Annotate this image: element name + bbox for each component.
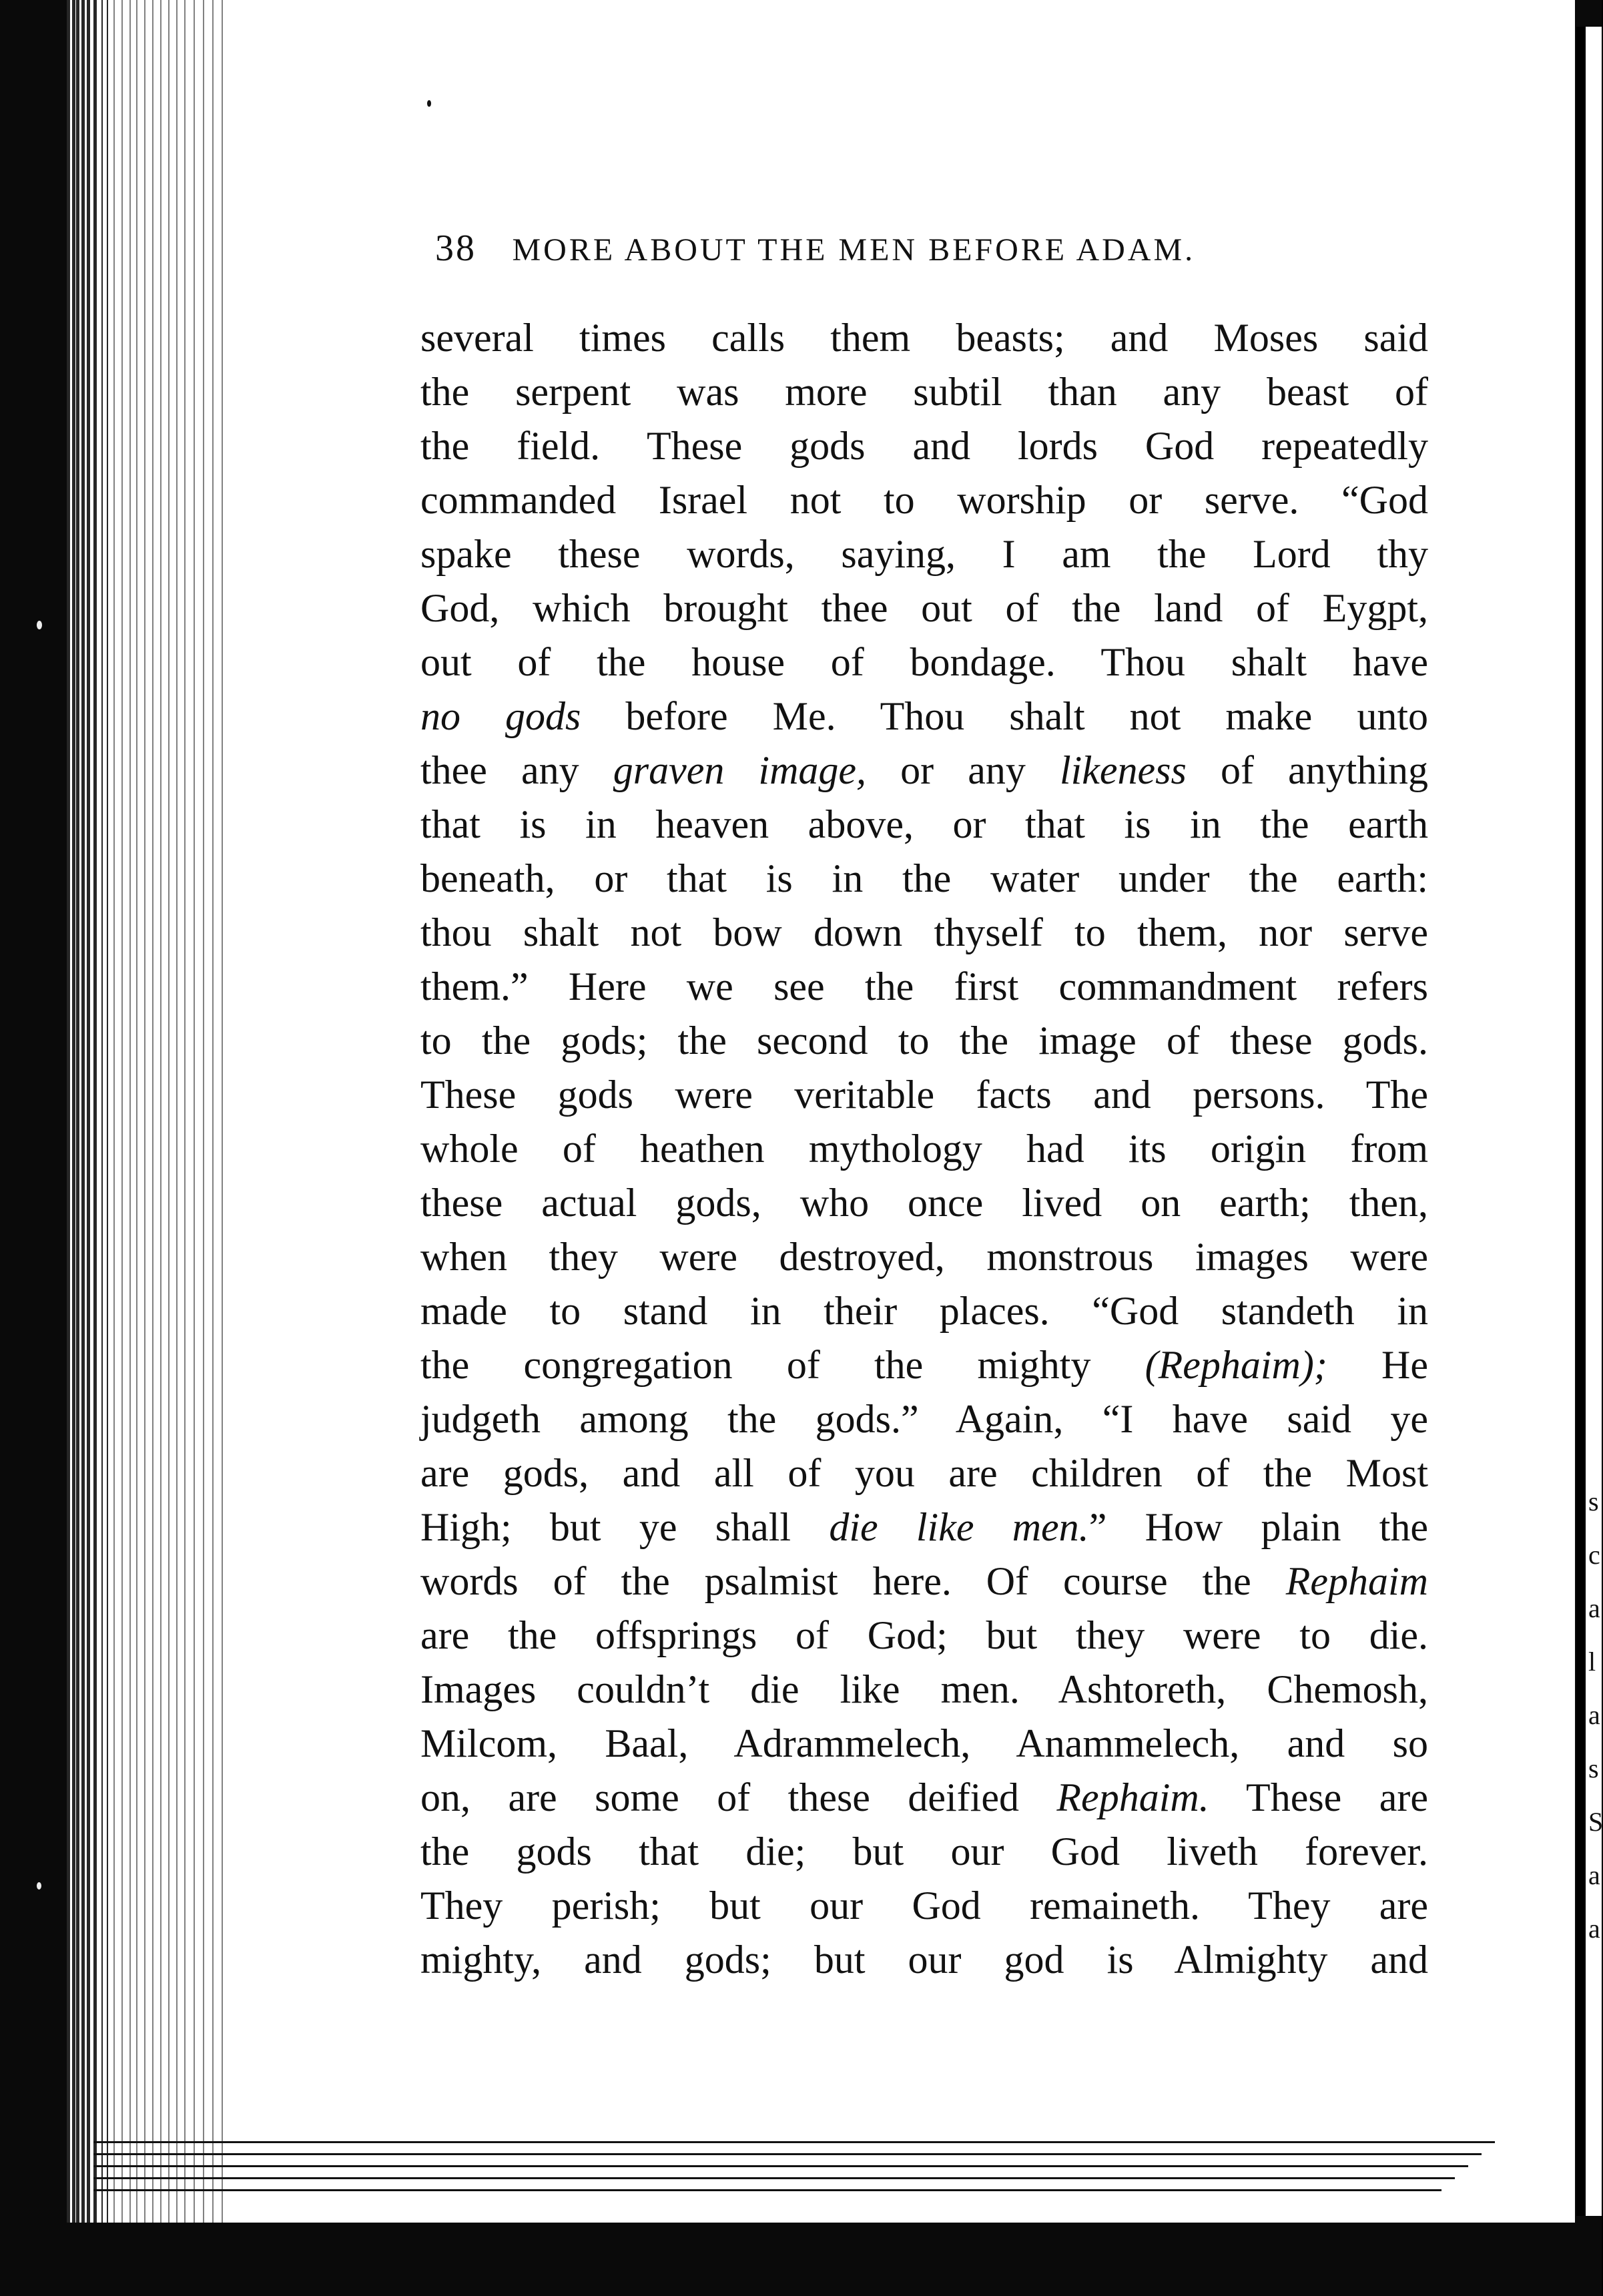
page-edge-line xyxy=(176,0,178,2223)
page-edge-line xyxy=(107,0,108,2223)
page-edge-line xyxy=(152,0,153,2223)
page-number: 38 xyxy=(435,228,476,269)
page-edge-line xyxy=(121,0,123,2223)
page-edge-line xyxy=(101,0,103,2223)
text-line xyxy=(420,1284,1428,1338)
page-edge-line xyxy=(72,0,75,2223)
text-line xyxy=(420,1609,1428,1663)
text-line xyxy=(420,1122,1428,1176)
text-segment: when they were destroyed, monstrous images were xyxy=(420,1235,1428,1279)
text-segment: them.” Here we see the first commandment refers xyxy=(420,964,1428,1009)
next-page-fragment: a xyxy=(1588,1593,1600,1623)
text-line xyxy=(420,1176,1428,1230)
page-edge-line xyxy=(81,0,85,2223)
page-edge-line xyxy=(136,0,137,2223)
text-segment: commanded Israel not to worship or serve. “God xyxy=(420,478,1428,522)
page-edge-line xyxy=(168,0,170,2223)
text-line xyxy=(420,1663,1428,1717)
text-line xyxy=(420,527,1428,581)
page-edge-line xyxy=(194,0,195,2223)
text-segment: are the offsprings of God; but they were to die. xyxy=(420,1613,1428,1657)
text-segment: the serpent was more subtil than any beast of xyxy=(420,370,1428,414)
text-segment: They perish; but our God remaineth. They are xyxy=(420,1884,1428,1928)
italic-text: (Rephaim); xyxy=(1145,1343,1327,1387)
next-page-fragment: s xyxy=(1588,1753,1599,1783)
page-edge-bottom xyxy=(93,2177,1455,2179)
text-line xyxy=(420,1230,1428,1284)
text-line xyxy=(420,744,1428,798)
text-segment: of anything xyxy=(1186,748,1428,792)
text-segment: made to stand in their places. “God standeth in xyxy=(420,1289,1428,1333)
gutter-shadow xyxy=(1576,27,1586,2216)
next-page-fragment: S xyxy=(1588,1807,1603,1837)
text-line xyxy=(420,906,1428,960)
text-line xyxy=(420,1717,1428,1771)
text-segment: that is in heaven above, or that is in the earth xyxy=(420,802,1428,846)
page-edge-line xyxy=(93,0,97,2223)
text-line xyxy=(420,960,1428,1014)
page-edge-bottom xyxy=(93,2165,1468,2167)
next-page-fragment: a xyxy=(1588,1860,1600,1890)
text-segment: These are xyxy=(1209,1775,1428,1819)
text-segment: ” How plain the xyxy=(1088,1505,1429,1549)
text-line xyxy=(420,1933,1428,1987)
text-segment: the field. These gods and lords God repeatedly xyxy=(420,424,1428,468)
italic-text: Rephaim xyxy=(1285,1559,1428,1603)
text-segment: Images couldn’t die like men. Ashtoreth, Chemosh, xyxy=(420,1667,1428,1711)
text-segment: the gods that die; but our God liveth forever. xyxy=(420,1829,1428,1874)
italic-text: no gods xyxy=(420,694,581,738)
text-segment: thee any xyxy=(420,748,613,792)
scan-speck xyxy=(37,621,42,629)
text-line xyxy=(420,1446,1428,1500)
text-line xyxy=(420,635,1428,689)
text-line xyxy=(420,1014,1428,1068)
italic-text: die like men. xyxy=(829,1505,1089,1549)
italic-text: Rephaim. xyxy=(1056,1775,1209,1819)
text-line xyxy=(420,419,1428,473)
text-line xyxy=(420,1771,1428,1825)
text-segment: out of the house of bondage. Thou shalt have xyxy=(420,640,1428,684)
next-page-fragment: l xyxy=(1588,1647,1596,1677)
page-edge-line xyxy=(212,0,214,2223)
page-edge-line xyxy=(113,0,115,2223)
next-page-strip xyxy=(1576,27,1602,2216)
text-line xyxy=(420,798,1428,852)
text-segment: High; but ye shall xyxy=(420,1505,830,1549)
running-head xyxy=(435,227,1423,267)
page-edge-bottom xyxy=(93,2141,1495,2143)
next-page-fragment: c xyxy=(1588,1540,1600,1570)
text-line xyxy=(420,852,1428,906)
text-segment: to the gods; the second to the image of these gods. xyxy=(420,1019,1428,1063)
text-line xyxy=(420,581,1428,635)
text-segment: the congregation of the mighty xyxy=(420,1343,1145,1387)
page-edge-line xyxy=(160,0,162,2223)
page-edge-line xyxy=(129,0,131,2223)
text-segment: whole of heathen mythology had its origin from xyxy=(420,1127,1428,1171)
text-line xyxy=(420,689,1428,744)
text-line xyxy=(420,1500,1428,1554)
italic-text: graven image, xyxy=(613,748,867,792)
scan-speck xyxy=(427,100,431,107)
text-segment: mighty, and gods; but our god is Almighty and xyxy=(420,1938,1428,1982)
text-segment: on, are some of these deified xyxy=(420,1775,1057,1819)
running-title: MORE ABOUT THE MEN BEFORE ADAM. xyxy=(512,232,1196,268)
page-edge-line xyxy=(87,0,90,2223)
page-edges xyxy=(67,0,234,2223)
text-segment: God, which brought thee out of the land of Eygpt, xyxy=(420,586,1428,630)
next-page-fragment: s xyxy=(1588,1486,1599,1516)
text-segment: Milcom, Baal, Adrammelech, Anammelech, and so xyxy=(420,1721,1428,1765)
text-line xyxy=(420,1825,1428,1879)
italic-text: likeness xyxy=(1059,748,1187,792)
text-line xyxy=(420,473,1428,527)
page-edge-line xyxy=(222,0,223,2223)
page-edge-line xyxy=(144,0,145,2223)
text-segment: are gods, and all of you are children of the Most xyxy=(420,1451,1428,1495)
text-segment: before Me. Thou shalt not make unto xyxy=(581,694,1428,738)
text-segment: These gods were veritable facts and persons. The xyxy=(420,1073,1428,1117)
text-segment: spake these words, saying, I am the Lord thy xyxy=(420,532,1428,576)
text-segment: several times calls them beasts; and Moses said xyxy=(420,316,1428,360)
text-segment: or any xyxy=(866,748,1060,792)
text-segment: He xyxy=(1327,1343,1428,1387)
text-segment: judgeth among the gods.” Again, “I have said ye xyxy=(420,1397,1428,1441)
page-edge-line xyxy=(67,0,70,2223)
page-edge-line xyxy=(203,0,204,2223)
page-edge-line xyxy=(76,0,79,2223)
text-line xyxy=(420,1879,1428,1933)
next-page-fragment: a xyxy=(1588,1914,1600,1944)
text-line xyxy=(420,1392,1428,1446)
text-line xyxy=(420,1068,1428,1122)
next-page-fragment: a xyxy=(1588,1700,1600,1730)
text-line xyxy=(420,1338,1428,1392)
page-edge-bottom xyxy=(93,2189,1441,2191)
text-line xyxy=(420,311,1428,365)
body-text xyxy=(420,311,1428,1987)
text-segment: these actual gods, who once lived on earth; then, xyxy=(420,1181,1428,1225)
text-segment: beneath, or that is in the water under the earth: xyxy=(420,856,1428,900)
text-line xyxy=(420,1554,1428,1609)
page-edge-bottom xyxy=(93,2153,1482,2155)
text-segment: words of the psalmist here. Of course the xyxy=(420,1559,1286,1603)
text-line xyxy=(420,365,1428,419)
text-segment: thou shalt not bow down thyself to them, nor serve xyxy=(420,910,1428,954)
page-edge-line xyxy=(184,0,186,2223)
